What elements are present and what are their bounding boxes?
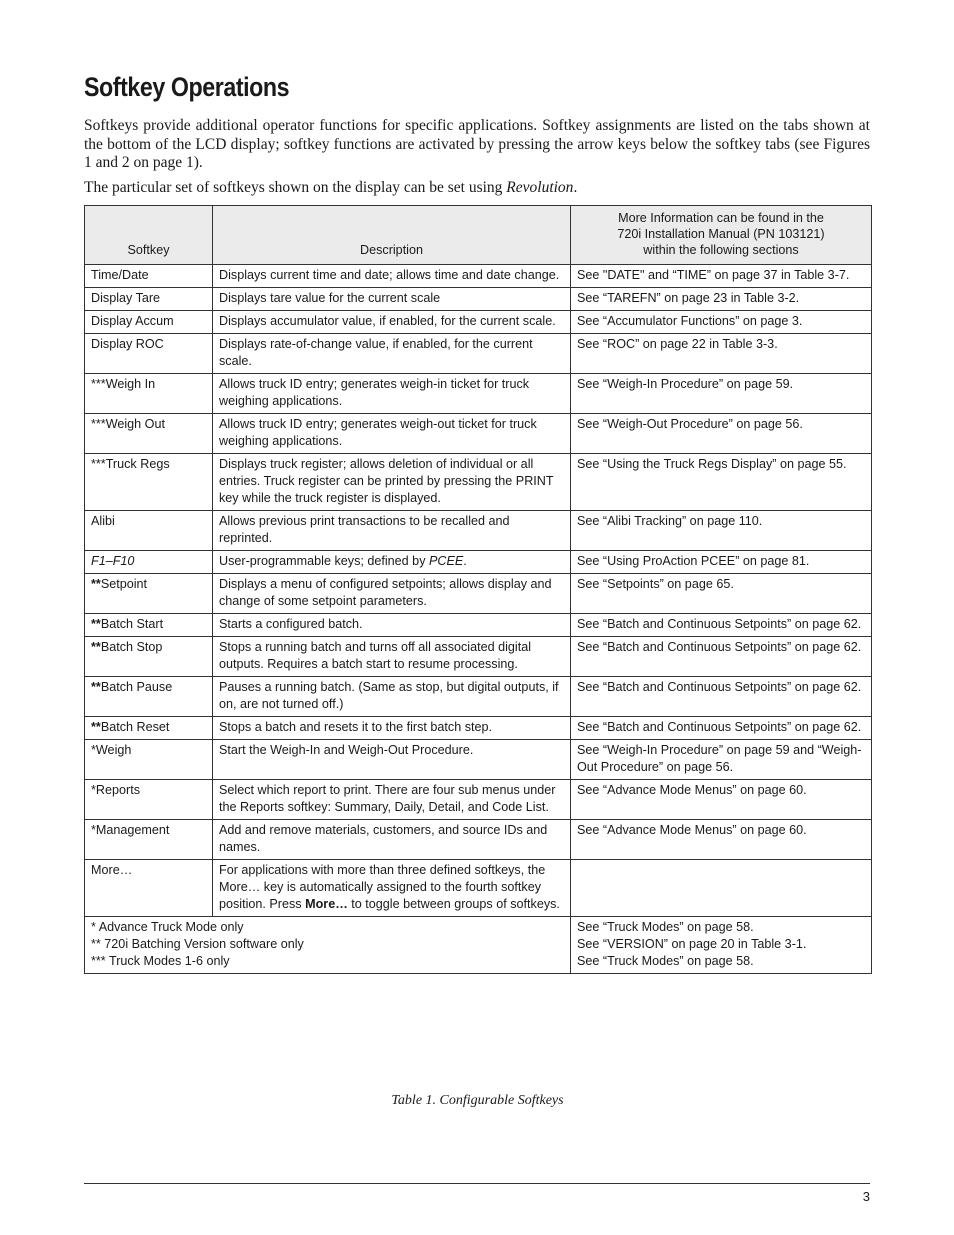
softkey-name: Display Accum xyxy=(91,314,174,328)
description-text: Displays truck register; allows deletion of individual or all entries. Truck register can be printed by pressing the PRINT key while the truck register is displayed. xyxy=(219,457,554,505)
softkey-name: Display ROC xyxy=(91,337,164,351)
description-cell xyxy=(213,780,571,820)
softkey-set-text: The particular set of softkeys shown on the display can be set using xyxy=(84,179,507,196)
description-cell xyxy=(213,511,571,551)
softkey-name: ***Truck Regs xyxy=(91,457,170,471)
softkey-prefix: ** xyxy=(91,577,101,591)
table-row xyxy=(85,311,872,334)
description-cell xyxy=(213,574,571,614)
more-info-cell: See “Setpoints” on page 65. xyxy=(571,574,872,614)
footnote-keys xyxy=(85,917,571,974)
description-text: Pauses a running batch. (Same as stop, but digital outputs, if on, are not turned off.) xyxy=(219,680,559,711)
description-cell xyxy=(213,265,571,288)
softkey-cell xyxy=(85,334,213,374)
softkey-prefix: ** xyxy=(91,640,101,654)
more-info-cell: See “Accumulator Functions” on page 3. xyxy=(571,311,872,334)
softkey-cell xyxy=(85,637,213,677)
description-cell xyxy=(213,551,571,574)
header-more-info-line1: More Information can be found in the xyxy=(618,211,824,225)
table-notes-row xyxy=(85,917,872,974)
softkey-cell xyxy=(85,454,213,511)
table-row xyxy=(85,820,872,860)
header-description: Description xyxy=(213,206,571,265)
softkey-cell xyxy=(85,265,213,288)
more-info-cell: See “Batch and Continuous Setpoints” on page 62. xyxy=(571,717,872,740)
softkey-cell xyxy=(85,717,213,740)
description-text: For applications with more than three defined softkeys, the More… key is automatically assigned to the fourth softkey position. Press xyxy=(219,863,546,911)
more-info-cell: See “Advance Mode Menus” on page 60. xyxy=(571,780,872,820)
revolution-app-name: Revolution xyxy=(506,179,574,196)
table-row xyxy=(85,454,872,511)
description-tail: to toggle between groups of softkeys. xyxy=(347,897,560,911)
table-row xyxy=(85,614,872,637)
more-info-cell: See “Alibi Tracking” on page 110. xyxy=(571,511,872,551)
description-cell xyxy=(213,820,571,860)
description-text: Allows truck ID entry; generates weigh-in ticket for truck weighing applications. xyxy=(219,377,530,408)
footer-rule xyxy=(84,1183,870,1184)
table-row xyxy=(85,414,872,454)
more-info-cell xyxy=(571,860,872,917)
header-more-info-line3: within the following sections xyxy=(643,243,799,257)
description-cell xyxy=(213,311,571,334)
softkey-cell xyxy=(85,740,213,780)
softkey-cell xyxy=(85,780,213,820)
description-text: Add and remove materials, customers, and source IDs and names. xyxy=(219,823,548,854)
softkey-name: Batch Start xyxy=(100,617,164,631)
softkey-cell xyxy=(85,288,213,311)
description-text: Displays rate-of-change value, if enabled, for the current scale. xyxy=(219,337,533,368)
description-tail: . xyxy=(463,554,467,568)
table-row xyxy=(85,860,872,917)
softkey-cell xyxy=(85,614,213,637)
more-info-cell: See “Using the Truck Regs Display” on page 55. xyxy=(571,454,872,511)
softkey-name: *Reports xyxy=(91,783,140,797)
softkey-cell xyxy=(85,574,213,614)
description-text: Allows truck ID entry; generates weigh-out ticket for truck weighing applications. xyxy=(219,417,537,448)
description-emphasis: More… xyxy=(305,897,348,911)
description-text: Stops a batch and resets it to the first batch step. xyxy=(219,720,493,734)
softkey-name: *Management xyxy=(91,823,170,837)
description-text: Start the Weigh-In and Weigh-Out Procedure. xyxy=(219,743,474,757)
table-row xyxy=(85,677,872,717)
softkey-set-paragraph xyxy=(84,179,870,198)
description-cell xyxy=(213,860,571,917)
description-cell xyxy=(213,454,571,511)
table-row xyxy=(85,551,872,574)
table-row xyxy=(85,511,872,551)
softkey-prefix: ** xyxy=(91,720,101,734)
footnote-truck-modes: *** Truck Modes 1-6 only xyxy=(91,954,230,968)
intro-paragraph: Softkeys provide additional operator functions for specific applications. Softkey assignments are listed on the tabs shown at the bottom of the LCD display; softkey functions are activated by pressing the arrow keys below the softkey tabs (see Figures 1 and 2 on page 1). xyxy=(84,117,870,171)
description-text: Starts a configured batch. xyxy=(219,617,363,631)
description-emphasis: PCEE xyxy=(429,554,464,568)
more-info-cell: See “Using ProAction PCEE” on page 81. xyxy=(571,551,872,574)
description-text: Displays accumulator value, if enabled, for the current scale. xyxy=(219,314,556,328)
description-text: User-programmable keys; defined by xyxy=(219,554,429,568)
more-info-cell: See "DATE" and “TIME” on page 37 in Table 3-7. xyxy=(571,265,872,288)
description-cell xyxy=(213,334,571,374)
description-text: Displays a menu of configured setpoints; allows display and change of some setpoint parameters. xyxy=(219,577,552,608)
more-info-cell: See “Weigh-Out Procedure” on page 56. xyxy=(571,414,872,454)
table-header-row xyxy=(85,206,872,265)
description-cell xyxy=(213,414,571,454)
header-more-info-line2: 720i Installation Manual (PN 103121) xyxy=(617,227,825,241)
softkey-name: Setpoint xyxy=(100,577,148,591)
more-info-cell: See “Advance Mode Menus” on page 60. xyxy=(571,820,872,860)
softkey-name: ***Weigh In xyxy=(91,377,156,391)
page-title: Softkey Operations xyxy=(84,72,290,102)
footnote-references xyxy=(571,917,872,974)
more-info-cell: See “ROC” on page 22 in Table 3-3. xyxy=(571,334,872,374)
softkey-name: Alibi xyxy=(91,514,115,528)
header-softkey: Softkey xyxy=(85,206,213,265)
more-info-cell: See “Batch and Continuous Setpoints” on page 62. xyxy=(571,637,872,677)
softkey-name: Batch Stop xyxy=(100,640,163,654)
softkey-cell xyxy=(85,374,213,414)
softkey-name: More… xyxy=(91,863,133,877)
softkeys-table xyxy=(84,205,872,974)
page-number: 3 xyxy=(862,1189,870,1204)
description-text: Allows previous print transactions to be recalled and reprinted. xyxy=(219,514,510,545)
softkey-set-period: . xyxy=(573,179,578,196)
softkey-name: *Weigh xyxy=(91,743,132,757)
softkey-name: Batch Pause xyxy=(100,680,173,694)
softkey-cell xyxy=(85,860,213,917)
more-info-cell: See “Batch and Continuous Setpoints” on page 62. xyxy=(571,614,872,637)
table-row xyxy=(85,288,872,311)
softkey-name: F1–F10 xyxy=(91,554,135,568)
footnote-ref-truck-modes: See “Truck Modes” on page 58. xyxy=(577,920,754,934)
description-cell xyxy=(213,614,571,637)
table-row xyxy=(85,334,872,374)
header-more-info xyxy=(571,206,872,265)
softkey-name: Time/Date xyxy=(91,268,149,282)
description-cell xyxy=(213,717,571,740)
table-row xyxy=(85,740,872,780)
more-info-cell: See “Weigh-In Procedure” on page 59. xyxy=(571,374,872,414)
footnote-advance-truck: * Advance Truck Mode only xyxy=(91,920,244,934)
softkey-name: Batch Reset xyxy=(100,720,170,734)
softkey-cell xyxy=(85,414,213,454)
softkey-cell xyxy=(85,311,213,334)
more-info-cell: See “Batch and Continuous Setpoints” on page 62. xyxy=(571,677,872,717)
description-text: Displays current time and date; allows time and date change. xyxy=(219,268,560,282)
description-cell xyxy=(213,740,571,780)
table-row xyxy=(85,265,872,288)
footnote-ref-version: See “VERSION” on page 20 in Table 3-1. xyxy=(577,937,807,951)
description-cell xyxy=(213,288,571,311)
description-text: Stops a running batch and turns off all associated digital outputs. Requires a batch start to resume processing. xyxy=(219,640,532,671)
softkey-name: ***Weigh Out xyxy=(91,417,165,431)
table-row xyxy=(85,574,872,614)
table-row xyxy=(85,717,872,740)
softkey-cell xyxy=(85,511,213,551)
softkey-prefix: ** xyxy=(91,617,101,631)
table-row xyxy=(85,374,872,414)
description-cell xyxy=(213,374,571,414)
more-info-cell: See “Weigh-In Procedure” on page 59 and “Weigh-Out Procedure” on page 56. xyxy=(571,740,872,780)
softkey-cell xyxy=(85,820,213,860)
footnote-batching: ** 720i Batching Version software only xyxy=(91,937,304,951)
table-row xyxy=(85,637,872,677)
description-cell xyxy=(213,677,571,717)
description-text: Displays tare value for the current scale xyxy=(219,291,441,305)
softkey-cell xyxy=(85,677,213,717)
softkey-name: Display Tare xyxy=(91,291,161,305)
table-caption: Table 1. Configurable Softkeys xyxy=(391,1093,564,1108)
softkey-prefix: ** xyxy=(91,680,101,694)
more-info-cell: See “TAREFN” on page 23 in Table 3-2. xyxy=(571,288,872,311)
description-text: Select which report to print. There are four sub menus under the Reports softkey: Summary, Daily, Detail, and Code List. xyxy=(219,783,556,814)
table-row xyxy=(85,780,872,820)
softkey-cell xyxy=(85,551,213,574)
footnote-ref-truck-modes-2: See “Truck Modes” on page 58. xyxy=(577,954,754,968)
description-cell xyxy=(213,637,571,677)
